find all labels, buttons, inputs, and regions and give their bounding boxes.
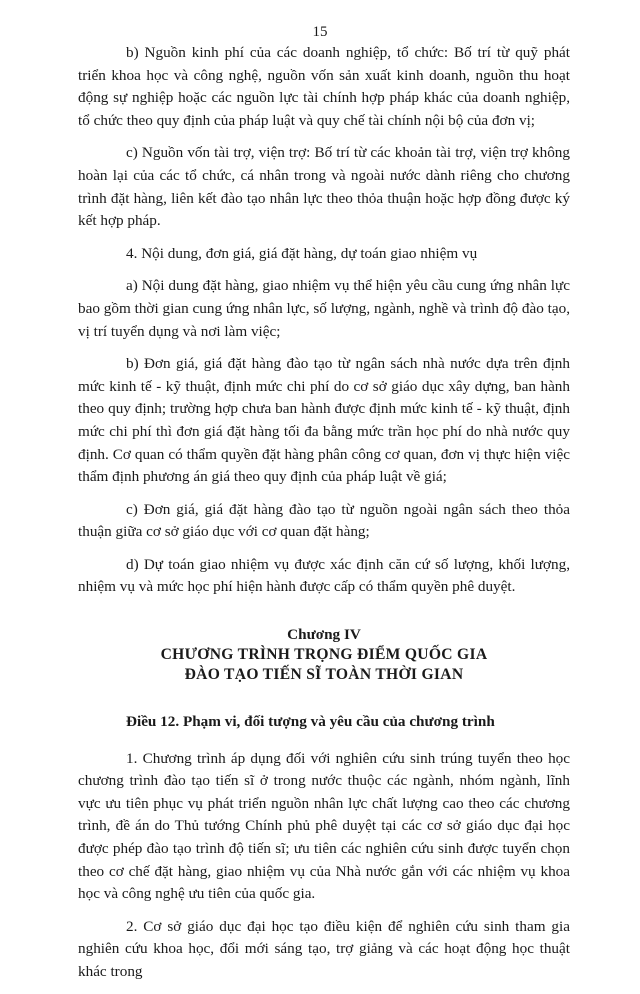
page-number: 15 xyxy=(312,24,328,40)
chapter-title-line-1: CHƯƠNG TRÌNH TRỌNG ĐIỂM QUỐC GIA xyxy=(160,646,488,664)
paragraph-article-12-item-2: 2. Cơ sở giáo dục đại học tạo điều kiện để nghiên cứu sinh tham gia nghiên cứu khoa học, đổi mới sáng tạo, trợ giảng và các hoạt động học thuật khác trong xyxy=(78,917,570,980)
chapter-heading xyxy=(78,625,570,685)
article-heading: Điều 12. Phạm vi, đối tượng và yêu cầu của chương trình xyxy=(126,713,495,731)
chapter-title-line-2: ĐÀO TẠO TIẾN SĨ TOÀN THỜI GIAN xyxy=(184,666,464,684)
paragraph-order-content: a) Nội dung đặt hàng, giao nhiệm vụ thể hiện yêu cầu cung ứng nhân lực bao gồm thời gian cung ứng nhân lực, số lượng, ngành, nghề và trình độ đào tạo, vị trí tuyển dụng và nơi làm việc; xyxy=(78,277,570,340)
paragraph-task-estimate: d) Dự toán giao nhiệm vụ được xác định căn cứ số lượng, khối lượng, nhiệm vụ và mức học phí hiện hành được cấp có thẩm quyền phê duyệt. xyxy=(78,555,570,596)
paragraph-funding-sponsorship: c) Nguồn vốn tài trợ, viện trợ: Bố trí từ các khoản tài trợ, viện trợ không hoàn lại của các tổ chức, cá nhân trong và ngoài nước dành riêng cho chương trình đặt hàng, liên kết đào tạo nhân lực theo thỏa thuận hoặc hợp đồng được ký kết hợp pháp. xyxy=(78,144,570,230)
paragraph-article-12-item-1: 1. Chương trình áp dụng đối với nghiên cứu sinh trúng tuyển theo học chương trình đào tạo tiến sĩ ở trong nước thuộc các ngành, nhóm ngành, lĩnh vực ưu tiên phục vụ phát triển nguồn nhân lực chất lượng cao theo các chương trình, đề án do Thủ tướng Chính phủ phê duyệt tại các cơ sở giáo dục đại học được phép đào tạo trình độ tiến sĩ; ưu tiên các nghiên cứu sinh được tuyển chọn theo cơ chế đặt hàng, giao nhiệm vụ của Nhà nước gắn với các nhiệm vụ khoa học và công nghệ ưu tiên của quốc gia. xyxy=(78,749,570,903)
chapter-label: Chương IV xyxy=(287,626,361,644)
document-body xyxy=(78,42,570,994)
paragraph-unit-price-state: b) Đơn giá, giá đặt hàng đào tạo từ ngân sách nhà nước dựa trên định mức kinh tế - kỹ thuật, định mức chi phí do cơ sở giáo dục xây dựng, ban hành theo quy định; trường hợp chưa ban hành được định mức kinh tế - kỹ thuật, định mức chi phí thì đơn giá đặt hàng tối đa bằng mức trần học phí do nhà nước quy định. Cơ quan có thẩm quyền đặt hàng phân công cơ quan, đơn vị thực hiện việc thẩm định phương án giá theo quy định của pháp luật về giá; xyxy=(78,355,570,486)
paragraph-unit-price-nonstate: c) Đơn giá, giá đặt hàng đào tạo từ nguồn ngoài ngân sách theo thỏa thuận giữa cơ sở giáo dục với cơ quan đặt hàng; xyxy=(78,500,570,541)
paragraph-funding-enterprises: b) Nguồn kinh phí của các doanh nghiệp, tổ chức: Bố trí từ quỹ phát triển khoa học và công nghệ, nguồn vốn sản xuất kinh doanh, nguồn thu hoạt động sự nghiệp hoặc các nguồn lực tài chính hợp pháp khác của doanh nghiệp, tổ chức theo quy định của pháp luật và quy chế tài chính nội bộ của đơn vị; xyxy=(78,44,570,129)
paragraph-section-4-heading: 4. Nội dung, đơn giá, giá đặt hàng, dự toán giao nhiệm vụ xyxy=(126,244,478,262)
